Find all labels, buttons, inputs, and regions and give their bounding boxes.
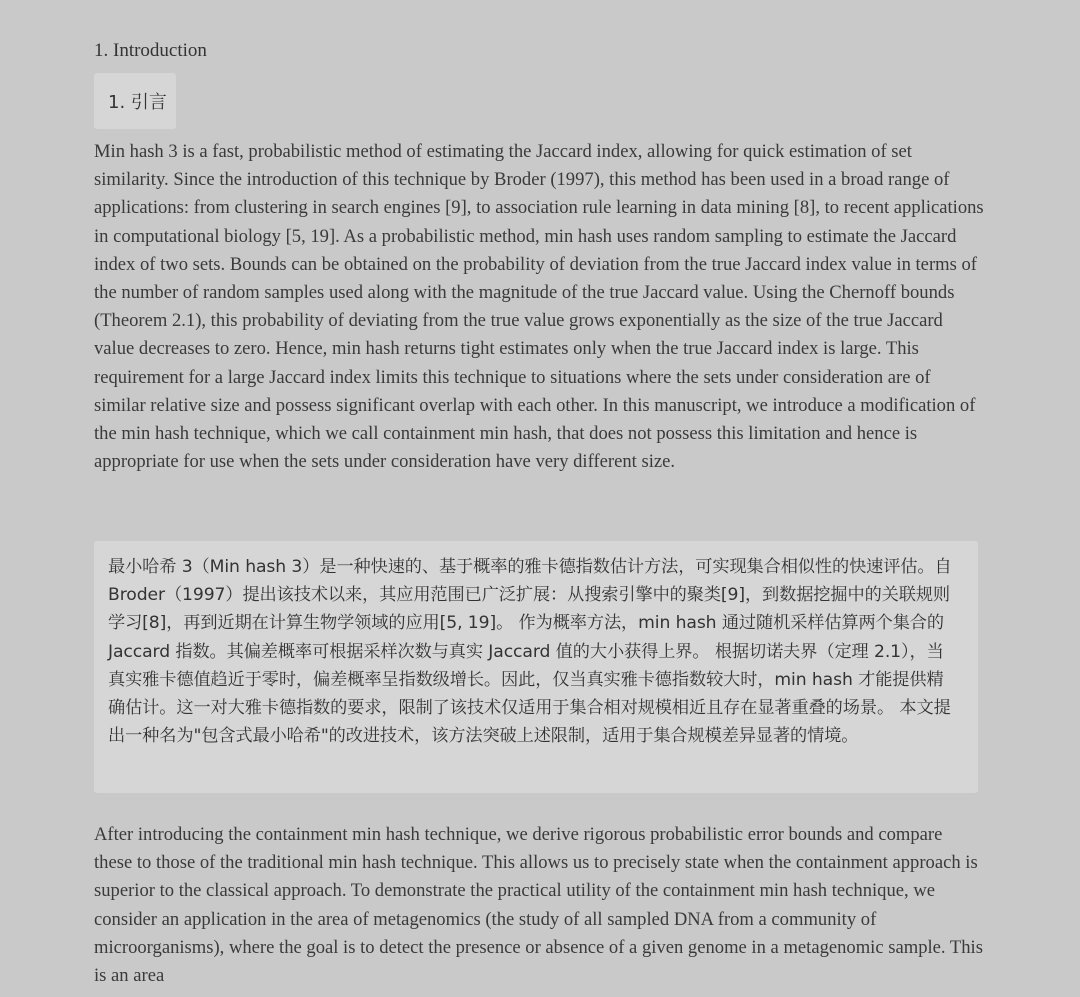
containment-paragraph: After introducing the containment min hash technique, we derive rigorous probabilistic error bounds and compare these to those of the traditional min hash technique. This allows us to precisely state when the containment approach is superior to the classical approach. To demonstrate the practical utility of the containment min hash technique, we consider an application in the area of metagenomics (the study of all sampled DNA from a community of microorganisms), where the goal is to detect the presence or absence of a given genome in a metagenomic sample. This is an area bbox=[94, 824, 983, 987]
translated-paragraph-box bbox=[94, 541, 978, 793]
translated-heading-box bbox=[94, 73, 176, 129]
intro-paragraph: Min hash 3 is a fast, probabilistic method of estimating the Jaccard index, allowing for quick estimation of set similarity. Since the introduction of this technique by Broder (1997), this method has been used in a broad range of applications: from clustering in search engines [9], to association rule learning in data mining [8], to recent applications in computational biology [5, 19]. As a probabilistic method, min hash uses random sampling to estimate the Jaccard index of two sets. Bounds can be obtained on the probability of deviation from the true Jaccard index value in terms of the number of random samples used along with the magnitude of the true Jaccard value. Using the Chernoff bounds (Theorem 2.1), this probability of deviating from the true value grows exponentially as the size of the true Jaccard value decreases to zero. Hence, min hash returns tight estimates only when the true Jaccard index is large. This requirement for a large Jaccard index limits this technique to situations where the sets under consideration are of similar relative size and possess significant overlap with each other. In this manuscript, we introduce a modification of the min hash technique, which we call containment min hash, that does not possess this limitation and hence is appropriate for use when the sets under consideration have very different size. bbox=[94, 141, 984, 473]
section-heading: 1. Introduction bbox=[94, 40, 207, 61]
translated-heading: 1. 引言 bbox=[108, 92, 167, 113]
translated-intro-paragraph: 最小哈希 3（Min hash 3）是一种快速的、基于概率的雅卡德指数估计方法，可实现集合相似性的快速评估。自 Broder（1997）提出该技术以来，其应用范围已广泛扩展：从搜索引擎中的聚类[9]，到数据挖掘中的关联规则学习[8]，再到近期在计算生物学领域的应用[5, 19]。 作为概率方法，min hash 通过随机采样估算两个集合的 Jaccard 指数。其偏差概率可根据采样次数与真实 Jaccard 值的大小获得上界。 根据切诺夫界（定理 2.1），当真实雅卡德值趋近于零时，偏差概率呈指数级增长。因此，仅当真实雅卡德指数较大时，min hash 才能提供精确估计。这一对大雅卡德指数的要求，限制了该技术仅适用于集合相对规模相近且存在显著重叠的场景。 本文提出一种名为"包含式最小哈希"的改进技术，该方法突破上述限制，适用于集合规模差异显著的情境。 bbox=[108, 557, 952, 747]
